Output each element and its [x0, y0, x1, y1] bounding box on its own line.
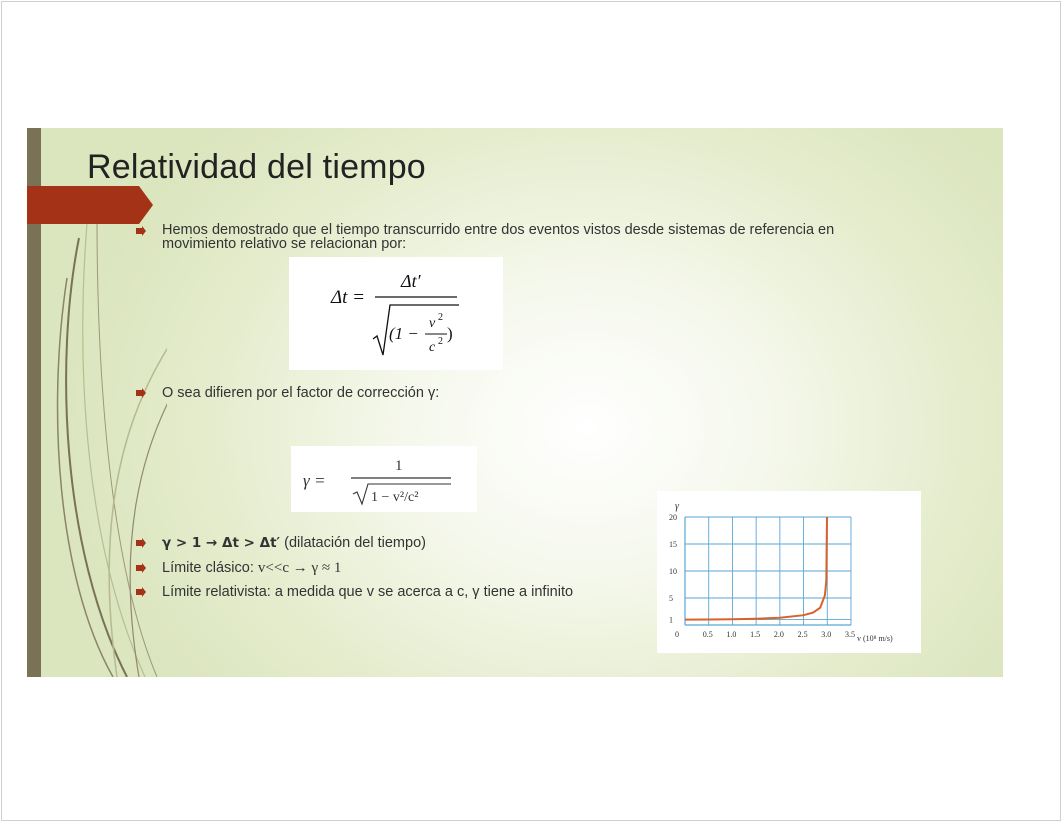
bullet-text: O sea difieren por el factor de corrección γ:: [162, 385, 440, 401]
x-tick-label: 0: [675, 630, 679, 639]
y-tick-label: 15: [669, 540, 677, 549]
formula2-numerator: 1: [395, 458, 403, 474]
formula1-lhs: Δt =: [331, 287, 366, 308]
formula1-c-exp: 2: [438, 336, 443, 347]
x-tick-label: 1.0: [726, 630, 737, 639]
y-tick-label: 10: [669, 567, 677, 576]
formula2-lhs: γ =: [303, 471, 326, 490]
classic-limit-math: v<<c → γ ≈ 1: [257, 560, 342, 576]
bullet-text: [162, 536, 426, 550]
x-tick-label: 3.0: [821, 630, 832, 639]
x-tick-label: 0.5: [702, 630, 713, 639]
y-tick-label: 1: [669, 615, 673, 625]
dilation-label: (dilatación del tiempo): [280, 535, 426, 551]
formula1-v: v: [429, 316, 436, 331]
formula1-denominator: (1 −: [389, 324, 419, 343]
bullet-text: Límite relativista: a medida que v se acerca a c, γ tiene a infinito: [162, 584, 574, 600]
slide-title: Relatividad del tiempo: [87, 148, 426, 186]
x-tick-label: 2.5: [797, 630, 808, 639]
chart-svg: [657, 491, 921, 653]
x-tick-label: 2.0: [773, 630, 784, 639]
bullet-arrow-icon: [135, 387, 147, 399]
x-axis-label: v (10⁸ m/s): [857, 634, 893, 643]
bullet-text: [162, 561, 341, 575]
classic-limit-label: Límite clásico:: [162, 560, 258, 576]
slide: [27, 128, 1003, 677]
y-tick-label: 5: [669, 594, 673, 603]
formula2-radicand: 1 − v²/c²: [371, 490, 419, 505]
bullet-arrow-icon: [135, 562, 147, 574]
gamma-formula: [291, 446, 477, 512]
y-axis-label: γ: [675, 501, 679, 512]
bullet-arrow-icon: [135, 537, 147, 549]
bullet-text: Hemos demostrado que el tiempo transcurrido entre dos eventos vistos desde sistemas de referencia en movimiento relativo se relacionan por:: [162, 222, 835, 252]
formula1-close: ): [447, 324, 453, 343]
gamma-vs-velocity-chart: [657, 491, 921, 653]
x-tick-label: 1.5: [750, 630, 761, 639]
x-tick-label: 3.5: [845, 630, 855, 639]
formula1-numerator: Δt′: [401, 271, 421, 291]
formula1-v-exp: 2: [438, 312, 443, 323]
time-dilation-formula: [289, 257, 503, 370]
bullet-arrow-icon: [135, 586, 147, 598]
bullet-arrow-icon: [135, 225, 147, 237]
formula1-c: c: [429, 340, 436, 355]
y-tick-label: 20: [669, 513, 677, 522]
title-accent-tab: [27, 186, 153, 224]
dilation-condition: γ > 1 → Δt > Δt′: [162, 535, 281, 551]
